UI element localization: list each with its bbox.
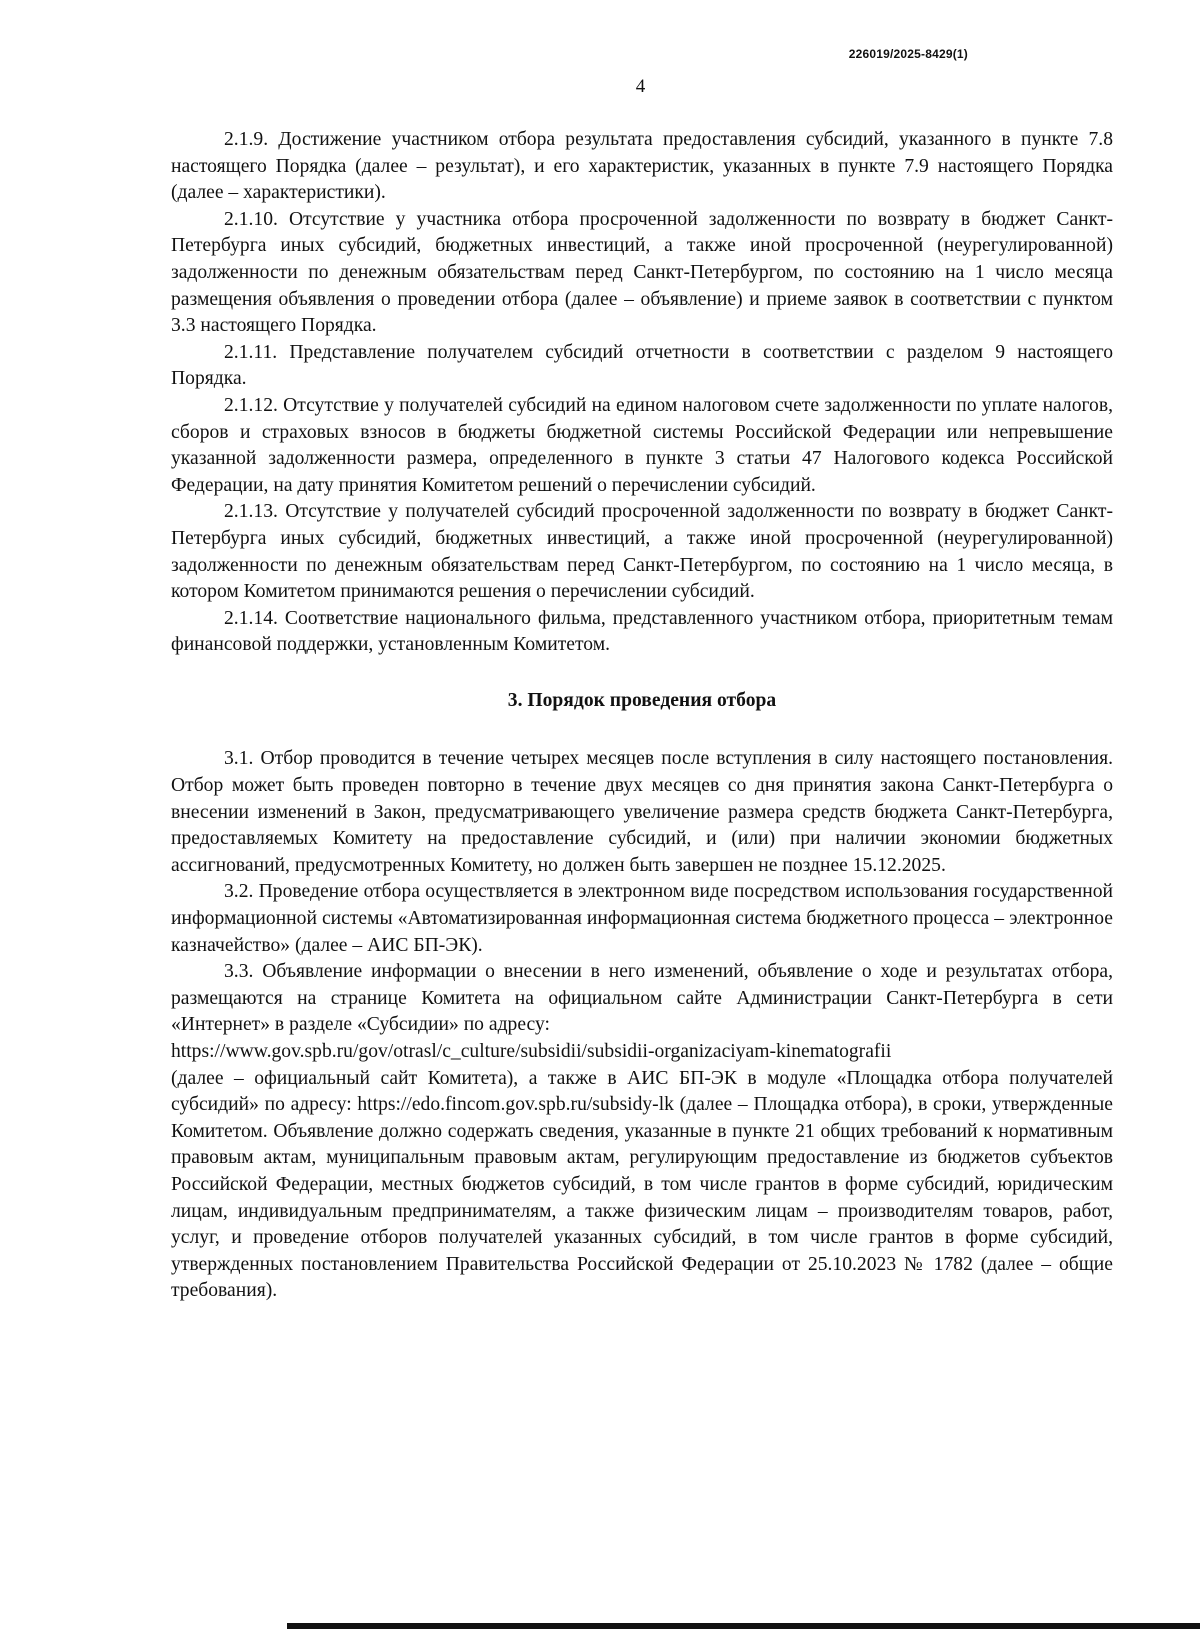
paragraph-3-3-start: 3.3. Объявление информации о внесении в него изменений, объявление о ходе и результатах отбора, размещаются на странице Комитета на официальном сайте Администрации Санкт-Петербурга в сети «Интернет» в разделе «Субсидии» по адресу: [171, 961, 1113, 1036]
document-registration-number: 226019/2025-8429(1) [848, 47, 968, 61]
paragraph-2-1-12: 2.1.12. Отсутствие у получателей субсидий на едином налоговом счете задолженности по уплате налогов, сборов и страховых взносов в бюджеты бюджетной системы Российской Федерации или непревышение указанной задолженности размера, определенного в пункте 3 статьи 47 Налогового кодекса Российской Федерации, на дату принятия Комитетом решений о перечислении субсидий. [171, 394, 1113, 496]
paragraph-3-1: 3.1. Отбор проводится в течение четырех месяцев после вступления в силу настоящего постановления. Отбор может быть проведен повторно в течение двух месяцев со дня принятия закона Санкт-Петербурга о внесении изменений в Закон, предусматривающего увеличение размера средств бюджета Санкт-Петербурга, предоставляемых Комитету на предоставление субсидий, и (или) при наличии экономии бюджетных ассигнований, предусмотренных Комитету, но должен быть завершен не позднее 15.12.2025. [171, 748, 1113, 876]
page-number: 4 [635, 76, 646, 97]
paragraph-2-1-9: 2.1.9. Достижение участником отбора результата предоставления субсидий, указанного в пункте 7.8 настоящего Порядка (далее – результат), и его характеристик, указанных в пункте 7.9 настоящего Порядка (далее – характеристики). [171, 129, 1113, 204]
paragraph-2-1-13: 2.1.13. Отсутствие у получателей субсидий просроченной задолженности по возврату в бюджет Санкт-Петербурга иных субсидий, бюджетных инвестиций, а также иной просроченной (неурегулированной) задолженности по денежным обязательствам перед Санкт-Петербургом, по состоянию на 1 число месяца, в котором Комитетом принимаются решения о перечислении субсидий. [171, 501, 1113, 603]
bottom-scan-edge [287, 1623, 1200, 1629]
paragraph-3-2: 3.2. Проведение отбора осуществляется в электронном виде посредством использования государственной информационной системы «Автоматизированная информационная система бюджетного процесса – электронное казначейство» (далее – АИС БП-ЭК). [171, 881, 1113, 956]
paragraph-2-1-14: 2.1.14. Соответствие национального фильма, представленного участником отбора, приоритетным темам финансовой поддержки, установленным Комитетом. [171, 607, 1113, 656]
paragraph-3-3-end: (далее – официальный сайт Комитета), а также в АИС БП-ЭК в модуле «Площадка отбора получателей субсидий» по адресу: https://edo.fincom.gov.spb.ru/subsidy-lk (далее – Площадка отбора), в сроки, утвержденные Комитетом. Объявление должно содержать сведения, указанные в пункте 21 общих требований к нормативным правовым актам, муниципальным правовым актам, регулирующим предоставление из бюджетов субъектов Российской Федерации, местных бюджетов субсидий, в том числе грантов в форме субсидий, юридическим лицам, индивидуальным предпринимателям, а также физическим лицам – производителям товаров, работ, услуг, и проведение отборов получателей указанных субсидий, в том числе грантов в форме субсидий, утвержденных постановлением Правительства Российской Федерации от 25.10.2023 № 1782 (далее – общие требования). [171, 1067, 1113, 1302]
section-heading: 3. Порядок проведения отбора [507, 689, 777, 711]
document-body [171, 127, 1113, 1305]
official-site-url: https://www.gov.spb.ru/gov/otrasl/c_culture/subsidii/subsidii-organizaciyam-kinematografii [171, 1041, 892, 1062]
paragraph-2-1-10: 2.1.10. Отсутствие у участника отбора просроченной задолженности по возврату в бюджет Санкт-Петербурга иных субсидий, бюджетных инвестиций, а также иной просроченной (неурегулированной) задолженности по денежным обязательствам перед Санкт-Петербургом, по состоянию на 1 число месяца размещения объявления о проведении отбора (далее – объявление) и приеме заявок в соответствии с пунктом 3.3 настоящего Порядка. [171, 208, 1113, 337]
paragraph-2-1-11: 2.1.11. Представление получателем субсидий отчетности в соответствии с разделом 9 настоящего Порядка. [171, 341, 1113, 390]
